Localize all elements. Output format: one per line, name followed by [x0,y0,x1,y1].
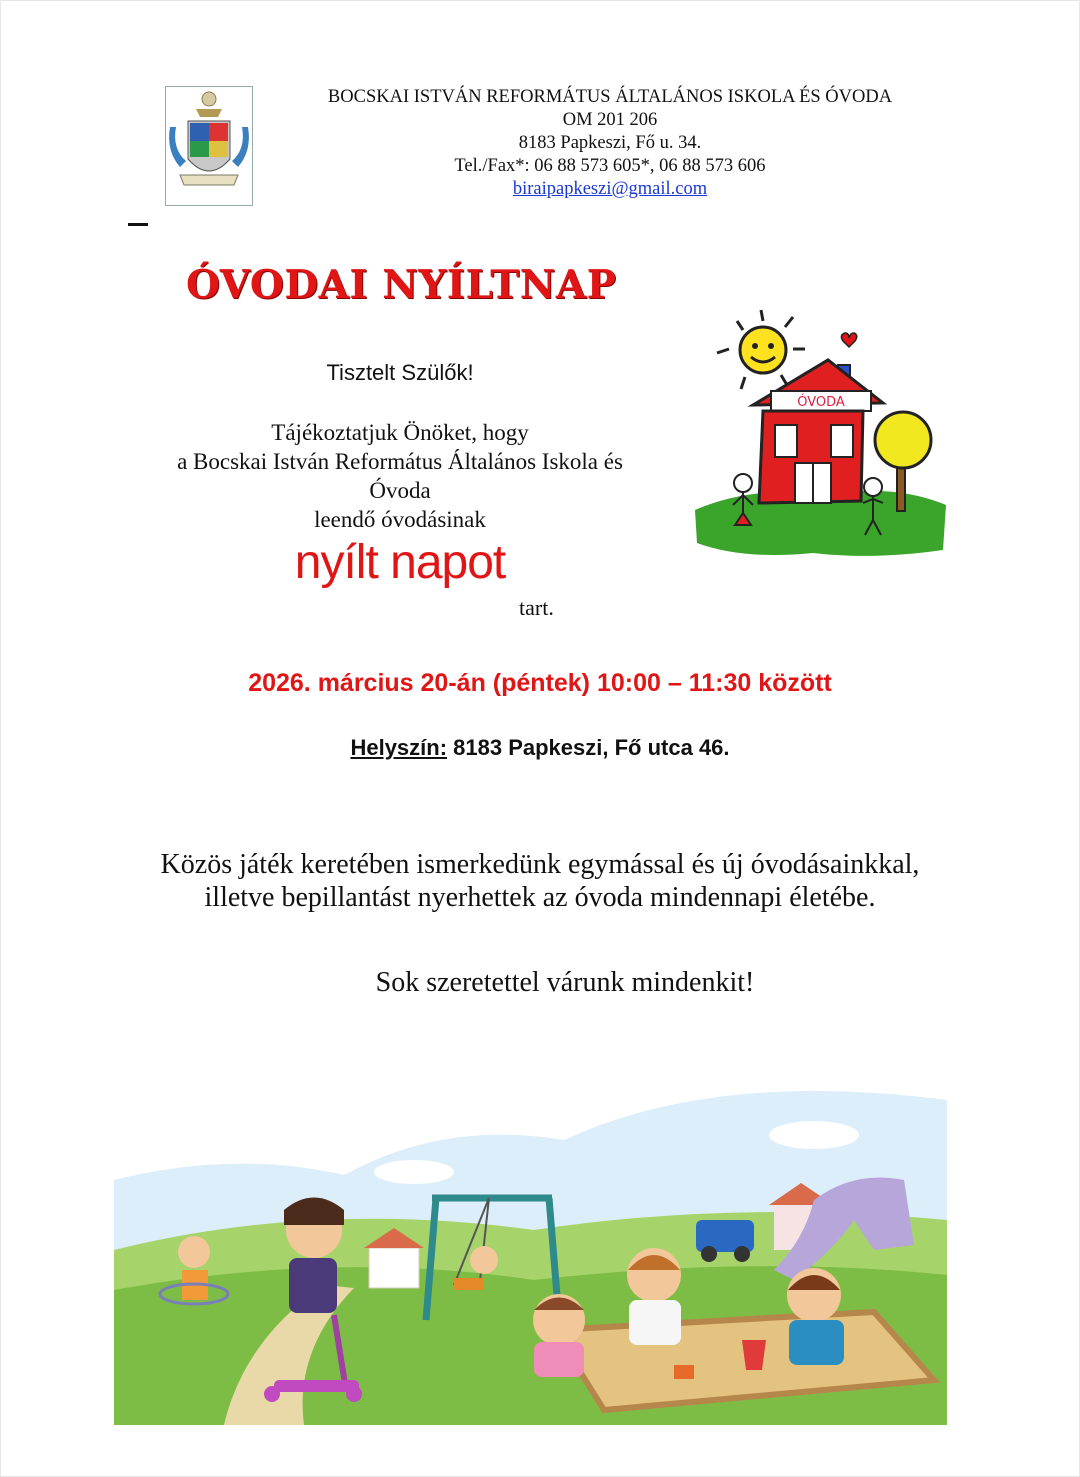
intro-line-2: a Bocskai István Református Általános Iskola és [177,449,623,474]
email-link[interactable]: biraipapkeszi@gmail.com [512,179,708,199]
intro-line-3: Óvoda [369,478,431,503]
page-title: ÓVODAI NYÍLTNAP [186,262,617,308]
phone-fax: Tel./Fax*: 06 88 573 605*, 06 88 573 606 [454,156,766,176]
intro-line-4: leendő óvodásinak [314,507,486,532]
open-day-highlight: nyílt napot [294,536,506,589]
verb-text: tart. [519,595,554,620]
ovoda-sign-text: ÓVODA [797,395,845,410]
event-date-time: 2026. március 20-án (péntek) 10:00 – 11:30 között [248,669,832,697]
closing-text: Sok szeretettel várunk mindenkit! [375,967,755,998]
playground-illustration [114,1080,947,1425]
description-line-1: Közös játék keretében ismerkedünk egymással és új óvodásainkkal, [160,849,920,880]
school-crest-image [165,86,253,206]
school-address: 8183 Papkeszi, Fő u. 34. [518,133,702,153]
kindergarten-illustration [693,305,948,560]
description [100,848,980,914]
om-number: OM 201 206 [562,110,658,130]
greeting: Tisztelt Szülők! [326,360,474,385]
intro-line-1: Tájékoztatjuk Önöket, hogy [271,420,529,445]
divider-dash [128,223,148,226]
event-location [100,735,980,761]
location-value: 8183 Papkeszi, Fő utca 46. [447,735,730,760]
school-name: BOCSKAI ISTVÁN REFORMÁTUS ÁLTALÁNOS ISKOLA ÉS ÓVODA [327,87,893,107]
description-line-2: illetve bepillantást nyerhettek az óvoda mindennapi életébe. [204,882,876,913]
location-label: Helyszín: [350,735,448,760]
